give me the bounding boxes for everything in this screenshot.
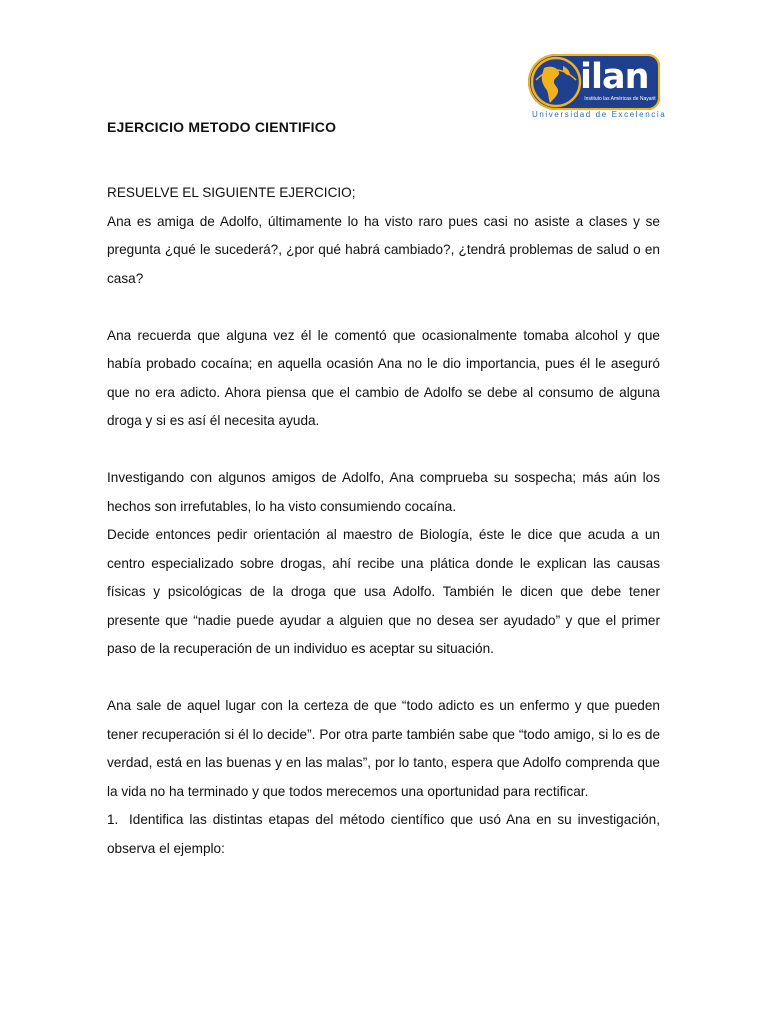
document-title: EJERCICIO METODO CIENTIFICO xyxy=(107,119,337,135)
question-number: 1. xyxy=(107,812,119,827)
paragraph-1: Ana es amiga de Adolfo, últimamente lo ha visto raro pues casi no asiste a clases y se pregunta ¿qué le sucederá?, ¿por qué habrá cambiado?, ¿tendrá problemas de salud o en casa? xyxy=(107,213,660,286)
instruction-line: RESUELVE EL SIGUIENTE EJERCICIO; xyxy=(107,185,356,200)
logo-tagline: Universidad de Excelencia xyxy=(532,110,667,119)
logo-badge xyxy=(528,54,660,110)
paragraph-5: Ana sale de aquel lugar con la certeza de que “todo adicto es un enfermo y que pueden tener recuperación si él lo decide”. Por otra parte también sabe que “todo amigo, si lo es de verdad, está en las buenas y en las malas”, por lo tanto, espera que Adolfo comprenda que la vida no ha terminado y que todos merecemos una oportunidad para rectificar. xyxy=(107,698,660,799)
paragraph-3: Investigando con algunos amigos de Adolfo, Ana comprueba su sospecha; más aún los hechos son irrefutables, lo ha visto consumiendo cocaína. xyxy=(107,470,660,514)
document-body xyxy=(107,179,660,863)
logo-subtext: Instituto las Américas de Nayarit xyxy=(584,96,656,102)
logo-wordmark: ilan xyxy=(580,57,649,97)
paragraph-2: Ana recuerda que alguna vez él le comentó que ocasionalmente tomaba alcohol y que había probado cocaína; en aquella ocasión Ana no le dio importancia, pues él le aseguró que no era adicto. Ahora piensa que el cambio de Adolfo se debe al consumo de alguna droga y si es así él necesita ayuda. xyxy=(107,327,660,428)
paragraph-4: Decide entonces pedir orientación al maestro de Biología, éste le dice que acuda a un centro especializado sobre drogas, ahí recibe una plática donde le explican las causas físicas y psicológicas de la droga que usa Adolfo. También le dicen que debe tener presente que “nadie puede ayudar a alguien que no desea ser ayudado” y que el primer paso de la recuperación de un individuo es aceptar su situación. xyxy=(107,527,660,656)
ilan-logo xyxy=(528,54,667,122)
globe-icon xyxy=(530,56,582,108)
question-text: Identifica las distintas etapas del método científico que usó Ana en su investigación, observa el ejemplo: xyxy=(107,812,660,856)
question-1 xyxy=(107,806,660,863)
